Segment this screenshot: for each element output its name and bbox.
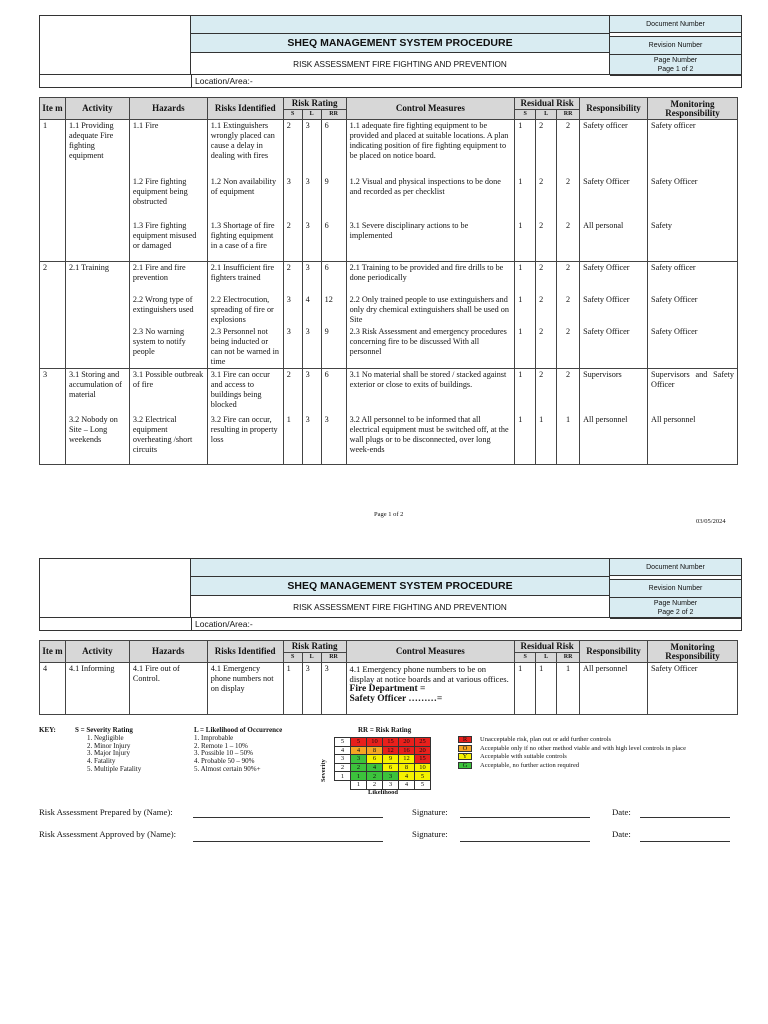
cell-item — [40, 414, 66, 464]
col-hazards: Hazards — [129, 641, 207, 663]
matrix-axis-cell: 5 — [335, 738, 351, 747]
cell-l: 3 — [302, 220, 321, 262]
doc-number-label: Document Number — [610, 16, 741, 33]
cell-risk: 1.1 Extinguishers wrongly placed can cause a delay in dealing with fires — [207, 120, 283, 176]
cell-rs: 1 — [515, 176, 536, 220]
legend-item — [458, 736, 686, 745]
matrix-cell: 10 — [367, 738, 383, 747]
cell-resp: Safety Officer — [580, 262, 648, 294]
cell-activity: 3.2 Nobody on Site – Long weekends — [65, 414, 129, 464]
risk-table-page-1: Ite m Activity Hazards Risks Identified Risk Rating Control Measures Residual Risk Responsibility Monitoring Responsibility S L RR S L RR 1 1.1 Providing adequate Fire fighting equipment 1.1 Fire 1.1 Extinguishers wrongly placed can cause a delay in dealing with fires 2 3 6 1.1 adequate fire fighting equipment to be provided and placed at suitable locations. A plan indicating position of fire fighting equipment to be placed on notice board. 1 2 2 Safety officer Safety officer 1.2 Fire fighting equipment being obstructed 1.2 Non availability of equipment 3 3 9 1.2 Visual and physical inspections to be done and recorded as per checklist 1 2 2 Safety Officer Safety Officer 1.3 Fire fighting equipment misused or damaged 1.3 Shortage of fire fighting equipment in a case of a fire 2 3 6 3.1 Severe disciplinary actions to be implemented 1 2 2 All personal Safety 2 2.1 Training 2.1 Fire and fire prevention 2.1 Insufficient fire fighters trained 2 3 6 2.1 Training to be provided and fire drills to be done periodically 1 2 2 Safety Officer Safety officer 2.2 Wrong type of extinguishers used 2.2 Electrocution, spreading of fire or explosions 3 4 12 2.2 Only trained people to use extinguishers and only dry chemical extinguishers shall be used on Site 1 2 2 Safety Officer Safety Officer 2.3 No warning system to notify people 2.3 Personnel not being inducted or can not be warned in time 3 3 9 2.3 Risk Assessment and emergency procedures concerning fire to be discussed With all personnel 1 2 2 Safety Officer Safety Officer 3 3.1 Storing and accumulation of material 3.1 Possible outbreak of fire 3.1 Fire can occur and access to buildings being blocked 2 3 6 3.1 No material shall be stored / stacked against exterior or close to exits of buildings. 1 2 2 Supervisors Supervisors and Safety Officer 3.2 Nobody on Site – Long weekends 3.2 Electrical equipment overheating /short circuits 3.2 Fire can occur, resulting in property loss 1 3 3 3.2 All personnel to be informed that all electrical equipment must be switched off, at the wall plugs or to be disconnected, over long week-ends 1 1 1 All personnel All personnel — [39, 97, 738, 465]
cell-hazard: 1.2 Fire fighting equipment being obstructed — [129, 176, 207, 220]
cell-resp: Safety Officer — [580, 176, 648, 220]
logo-area — [40, 559, 191, 617]
cell-s: 2 — [283, 120, 302, 176]
cell-activity: 3.1 Storing and accumulation of material — [65, 368, 129, 414]
header-middle — [191, 16, 609, 74]
cell-mon: Safety Officer — [648, 176, 738, 220]
location-row — [40, 617, 741, 630]
legend-swatch: G — [458, 762, 472, 769]
table-row — [40, 262, 738, 294]
key-label: KEY: — [39, 726, 56, 734]
doc-number-label: Document Number — [610, 559, 741, 576]
cell-rrr: 2 — [557, 368, 580, 414]
cell-control: 2.1 Training to be provided and fire drills to be done periodically — [346, 262, 515, 294]
cell-l: 3 — [302, 176, 321, 220]
matrix-axis-cell — [335, 780, 351, 789]
cell-rs: 1 — [515, 220, 536, 262]
cell-control: 3.2 All personnel to be informed that all electrical equipment must be switched off, at the wall plugs or to be disconnected, over long week-ends — [346, 414, 515, 464]
table-row — [40, 414, 738, 464]
matrix-cell: 1 — [351, 772, 367, 781]
cell-item — [40, 326, 66, 369]
prepared-signature-label: Signature: — [412, 807, 448, 817]
cell-risk: 1.3 Shortage of fire fighting equipment in a case of a fire — [207, 220, 283, 262]
matrix-axis-cell: 2 — [335, 763, 351, 772]
cell-risk: 3.1 Fire can occur and access to buildings being blocked — [207, 368, 283, 414]
cell-resp: Safety Officer — [580, 294, 648, 326]
page-value: Page 2 of 2 — [657, 609, 694, 616]
procedure-title: SHEQ MANAGEMENT SYSTEM PROCEDURE — [191, 34, 609, 53]
risk-table-page-2: Ite m Activity Hazards Risks Identified Risk Rating Control Measures Residual Risk Responsibility Monitoring Responsibility S L RR S L RR 4 4.1 Informing 4.1 Fire out of Control. 4.1 Emergency phone numbers not on display 1 3 3 4.1 Emergency phone numbers to be on display at notice boards and at various offices. Fire Department = Safety Officer ………= 1 1 1 All personnel Safety Officer — [39, 640, 738, 715]
legend-swatch: Y — [458, 753, 472, 760]
risk-matrix — [334, 737, 431, 790]
matrix-cell: 5 — [415, 772, 431, 781]
matrix-axis-cell: 2 — [367, 780, 383, 789]
cell-activity: 2.1 Training — [65, 262, 129, 294]
approved-name-line[interactable] — [193, 841, 383, 842]
matrix-axis-cell: 4 — [399, 780, 415, 789]
cell-rrr: 2 — [557, 176, 580, 220]
likelihood-key: L = Likelihood of Occurrence 1. Improbable 2. Remote 1 – 10% 3. Possible 10 – 50% 4. Probable 50 – 90% 5. Almost certain 90%+ — [194, 726, 283, 773]
cell-activity — [65, 220, 129, 262]
cell-rrr: 2 — [557, 120, 580, 176]
legend-item — [458, 753, 686, 762]
matrix-cell: 5 — [351, 738, 367, 747]
cell-item: 3 — [40, 368, 66, 414]
cell-resp: Safety Officer — [580, 326, 648, 369]
severity-axis-label: Severity — [320, 759, 327, 782]
cell-rl: 2 — [536, 294, 557, 326]
prepared-label: Risk Assessment Prepared by (Name): — [39, 807, 173, 817]
table-row — [40, 326, 738, 369]
cell-rrr: 2 — [557, 326, 580, 369]
matrix-cell: 6 — [367, 755, 383, 764]
matrix-cell: 25 — [415, 738, 431, 747]
matrix-cell: 10 — [415, 763, 431, 772]
matrix-cell: 20 — [415, 746, 431, 755]
matrix-cell: 16 — [399, 746, 415, 755]
cell-risk: 2.1 Insufficient fire fighters trained — [207, 262, 283, 294]
cell-rs: 1 — [515, 326, 536, 369]
cell-s: 3 — [283, 326, 302, 369]
cell-control: 3.1 Severe disciplinary actions to be implemented — [346, 220, 515, 262]
cell-rrr: 2 — [557, 294, 580, 326]
cell-resp: All personal — [580, 220, 648, 262]
cell-rr: 6 — [321, 120, 346, 176]
cell-activity: 1.1 Providing adequate Fire fighting equipment — [65, 120, 129, 176]
cell-rr: 6 — [321, 368, 346, 414]
matrix-cell: 15 — [383, 738, 399, 747]
col-residual: Residual Risk — [515, 641, 580, 653]
header-right — [609, 559, 741, 617]
cell-item — [40, 220, 66, 262]
table-row: 4 4.1 Informing 4.1 Fire out of Control. 4.1 Emergency phone numbers not on display 1 3 3 4.1 Emergency phone numbers to be on display at notice boards and at various offices. Fire Department = Safety Officer ………= 1 1 1 All personnel Safety Officer — [40, 663, 738, 715]
matrix-cell: 6 — [383, 763, 399, 772]
safety-officer-line: Safety Officer ………= — [349, 694, 443, 704]
col-risks: Risks Identified — [207, 641, 283, 663]
revision-label: Revision Number — [610, 580, 741, 598]
location-label: Location/Area:- — [195, 76, 253, 86]
cell-l: 3 — [302, 120, 321, 176]
likelihood-axis-label: Likelihood — [368, 789, 398, 796]
matrix-axis-cell: 5 — [415, 780, 431, 789]
legend-item — [458, 745, 686, 754]
prepared-name-line[interactable] — [193, 817, 383, 818]
cell-rs: 1 — [515, 368, 536, 414]
cell-rs: 1 — [515, 120, 536, 176]
cell-s: 2 — [283, 262, 302, 294]
page-number-cell: Page Number Page 2 of 2 — [610, 598, 741, 619]
matrix-cell: 15 — [415, 755, 431, 764]
prepared-date-line[interactable] — [640, 817, 730, 818]
cell-hazard: 2.1 Fire and fire prevention — [129, 262, 207, 294]
cell-hazard: 3.1 Possible outbreak of fire — [129, 368, 207, 414]
cell-mon: Supervisors and Safety Officer — [648, 368, 738, 414]
legend-text: Acceptable only if no other method viable and with high level controls in place — [480, 744, 686, 752]
col-risk-rating: Risk Rating — [283, 98, 346, 110]
legend-swatch: O — [458, 745, 472, 752]
matrix-axis-cell: 4 — [335, 746, 351, 755]
cell-s: 1 — [283, 414, 302, 464]
legend-swatch: R — [458, 736, 472, 743]
cell-rl: 2 — [536, 262, 557, 294]
col-monitoring: Monitoring Responsibility — [648, 641, 738, 663]
cell-hazard: 1.1 Fire — [129, 120, 207, 176]
matrix-axis-cell: 1 — [335, 772, 351, 781]
col-responsibility: Responsibility — [580, 641, 648, 663]
cell-rl: 2 — [536, 220, 557, 262]
cell-rl: 2 — [536, 176, 557, 220]
header-page-1 — [39, 15, 742, 88]
approved-signature-label: Signature: — [412, 829, 448, 839]
cell-activity — [65, 294, 129, 326]
cell-mon: Safety Officer — [648, 326, 738, 369]
cell-mon: Safety — [648, 220, 738, 262]
matrix-cell: 2 — [367, 772, 383, 781]
header-page-2 — [39, 558, 742, 631]
cell-mon: Safety officer — [648, 120, 738, 176]
col-risk-rating: Risk Rating — [283, 641, 346, 653]
matrix-axis-cell: 1 — [351, 780, 367, 789]
cell-risk: 1.2 Non availability of equipment — [207, 176, 283, 220]
prepared-signature-line[interactable] — [460, 817, 590, 818]
cell-s: 3 — [283, 294, 302, 326]
cell-rl: 2 — [536, 368, 557, 414]
col-monitoring: Monitoring Responsibility — [648, 98, 738, 120]
rr-title: RR = Risk Rating — [358, 726, 412, 734]
cell-rrr: 2 — [557, 220, 580, 262]
severity-key: S = Severity Rating 1. Negligible 2. Minor Injury 3. Major Injury 4. Fatality 5. Multiple Fatality — [75, 726, 142, 773]
cell-item: 1 — [40, 120, 66, 176]
legend-item — [458, 762, 686, 771]
cell-resp: Safety officer — [580, 120, 648, 176]
legend-text: Acceptable, no further action required — [480, 762, 580, 770]
approved-date-line[interactable] — [640, 841, 730, 842]
cell-rr: 6 — [321, 262, 346, 294]
col-item: Ite m — [40, 98, 66, 120]
legend-text: Acceptable with suitable controls — [480, 753, 567, 761]
cell-control: 3.1 No material shall be stored / stacked against exterior or close to exits of buildings. — [346, 368, 515, 414]
prepared-date-label: Date: — [612, 807, 631, 817]
cell-risk: 3.2 Fire can occur, resulting in property loss — [207, 414, 283, 464]
table-row — [40, 120, 738, 176]
col-responsibility: Responsibility — [580, 98, 648, 120]
cell-s: 2 — [283, 368, 302, 414]
cell-item — [40, 176, 66, 220]
matrix-cell: 4 — [367, 763, 383, 772]
table-row — [40, 176, 738, 220]
cell-rs: 1 — [515, 262, 536, 294]
cell-item — [40, 294, 66, 326]
cell-rr: 3 — [321, 414, 346, 464]
page-footer-number: Page 1 of 2 — [374, 511, 404, 518]
page-number-cell: Page Number Page 1 of 2 — [610, 55, 741, 76]
procedure-subtitle: RISK ASSESSMENT FIRE FIGHTING AND PREVENTION — [293, 602, 507, 612]
page-footer-date: 03/05/2024 — [696, 518, 726, 525]
cell-l: 3 — [302, 368, 321, 414]
cell-l: 3 — [302, 414, 321, 464]
cell-rl: 2 — [536, 120, 557, 176]
col-risks: Risks Identified — [207, 98, 283, 120]
cell-hazard: 3.2 Electrical equipment overheating /short circuits — [129, 414, 207, 464]
page-value: Page 1 of 2 — [657, 66, 694, 73]
col-control: Control Measures — [346, 641, 515, 663]
cell-control: 1.1 adequate fire fighting equipment to be provided and placed at suitable locations. A plan indicating position of fire fighting equipment to be placed on notice board. — [346, 120, 515, 176]
matrix-axis-cell: 3 — [383, 780, 399, 789]
cell-rr: 12 — [321, 294, 346, 326]
matrix-cell: 4 — [399, 772, 415, 781]
cell-rs: 1 — [515, 414, 536, 464]
header-middle — [191, 559, 609, 617]
procedure-subtitle: RISK ASSESSMENT FIRE FIGHTING AND PREVENTION — [293, 59, 507, 69]
logo-area — [40, 16, 191, 74]
col-hazards: Hazards — [129, 98, 207, 120]
cell-activity — [65, 326, 129, 369]
col-item: Ite m — [40, 641, 66, 663]
cell-control: 1.2 Visual and physical inspections to be done and recorded as per checklist — [346, 176, 515, 220]
cell-resp: All personnel — [580, 414, 648, 464]
matrix-cell: 4 — [351, 746, 367, 755]
legend-text: Unacceptable risk, plan out or add further controls — [480, 736, 612, 743]
matrix-cell: 9 — [383, 755, 399, 764]
table-row — [40, 368, 738, 414]
cell-rr: 6 — [321, 220, 346, 262]
col-control: Control Measures — [346, 98, 515, 120]
revision-label: Revision Number — [610, 37, 741, 55]
cell-risk: 2.3 Personnel not being inducted or can not be warned in time — [207, 326, 283, 369]
cell-rrr: 2 — [557, 262, 580, 294]
cell-control: 2.3 Risk Assessment and emergency procedures concerning fire to be discussed With all personnel — [346, 326, 515, 369]
cell-rl: 1 — [536, 414, 557, 464]
cell-l: 3 — [302, 262, 321, 294]
procedure-title: SHEQ MANAGEMENT SYSTEM PROCEDURE — [191, 577, 609, 596]
cell-l: 3 — [302, 326, 321, 369]
cell-item: 2 — [40, 262, 66, 294]
matrix-cell: 3 — [383, 772, 399, 781]
col-residual: Residual Risk — [515, 98, 580, 110]
cell-rr: 9 — [321, 326, 346, 369]
cell-control: 2.2 Only trained people to use extinguishers and only dry chemical extinguishers shall be used on Site — [346, 294, 515, 326]
fire-department-line: Fire Department = — [349, 684, 426, 694]
location-row — [40, 74, 741, 87]
cell-hazard: 2.3 No warning system to notify people — [129, 326, 207, 369]
cell-s: 2 — [283, 220, 302, 262]
matrix-cell: 12 — [383, 746, 399, 755]
cell-resp: Supervisors — [580, 368, 648, 414]
cell-l: 4 — [302, 294, 321, 326]
cell-mon: Safety Officer — [648, 294, 738, 326]
matrix-cell: 8 — [367, 746, 383, 755]
col-activity: Activity — [65, 98, 129, 120]
matrix-cell: 2 — [351, 763, 367, 772]
cell-risk: 2.2 Electrocution, spreading of fire or explosions — [207, 294, 283, 326]
cell-rrr: 1 — [557, 414, 580, 464]
matrix-cell: 12 — [399, 755, 415, 764]
cell-s: 3 — [283, 176, 302, 220]
location-label: Location/Area:- — [195, 619, 253, 629]
matrix-axis-cell: 3 — [335, 755, 351, 764]
table-row — [40, 220, 738, 262]
approved-signature-line[interactable] — [460, 841, 590, 842]
matrix-cell: 8 — [399, 763, 415, 772]
matrix-cell: 3 — [351, 755, 367, 764]
cell-mon: Safety officer — [648, 262, 738, 294]
col-activity: Activity — [65, 641, 129, 663]
cell-rr: 9 — [321, 176, 346, 220]
cell-hazard: 2.2 Wrong type of extinguishers used — [129, 294, 207, 326]
approved-date-label: Date: — [612, 829, 631, 839]
table-row — [40, 294, 738, 326]
cell-rl: 2 — [536, 326, 557, 369]
cell-activity — [65, 176, 129, 220]
cell-mon: All personnel — [648, 414, 738, 464]
approved-label: Risk Assessment Approved by (Name): — [39, 829, 177, 839]
matrix-cell: 20 — [399, 738, 415, 747]
cell-hazard: 1.3 Fire fighting equipment misused or damaged — [129, 220, 207, 262]
header-right — [609, 16, 741, 74]
risk-legend — [458, 736, 686, 771]
cell-rs: 1 — [515, 294, 536, 326]
